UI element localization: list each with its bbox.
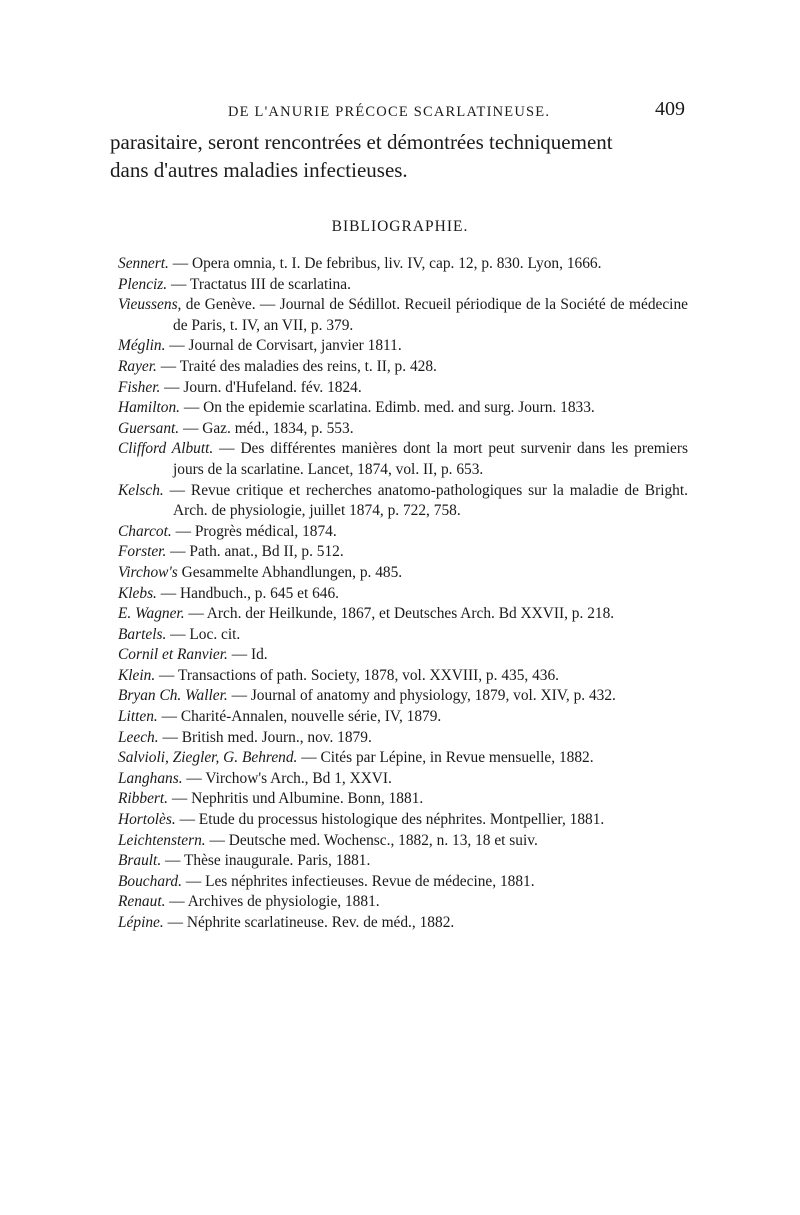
bibliography-entry: [118, 872, 688, 893]
entry-text: Gesammelte Abhandlungen, p. 485.: [177, 563, 403, 581]
entry-text: — Transactions of path. Society, 1878, vol. XXVIII, p. 435, 436.: [155, 666, 560, 684]
entry-author: Leichtenstern.: [118, 831, 206, 849]
bibliography-entry: [118, 748, 688, 769]
entry-text: — Handbuch., p. 645 et 646.: [156, 584, 340, 602]
entry-text: de Genève. — Journal de Sédillot. Recueil périodique de la Société de médecine de Paris, t. IV, an VII, p. 379.: [173, 296, 688, 334]
page-header: [110, 98, 685, 126]
entry-author: Bartels.: [118, 625, 167, 643]
bibliography-entry: [118, 851, 688, 872]
bibliography-entry: [118, 604, 688, 625]
entry-text: — Opera omnia, t. I. De febribus, liv. IV, cap. 12, p. 830. Lyon, 1666.: [168, 255, 602, 272]
intro-line: dans d'autres maladies infectieuses.: [110, 158, 408, 182]
entry-author: Klebs.: [118, 584, 157, 602]
entry-text: — Path. anat., Bd II, p. 512.: [166, 543, 344, 561]
entry-author: Leech.: [118, 728, 159, 746]
entry-text: — Des différentes manières dont la mort peut survenir dans les premiers jours de la scarlatine. Lancet, 1874, vol. II, p. 653.: [173, 440, 688, 478]
entry-author: Bryan Ch. Waller.: [118, 687, 228, 705]
entry-text: — Virchow's Arch., Bd 1, XXVI.: [182, 769, 392, 787]
entry-text: — Revue critique et recherches anatomo-pathologiques sur la maladie de Bright. Arch. de physiologie, juillet 1874, p. 722, 758.: [163, 481, 688, 520]
bibliography-entry: [118, 686, 688, 707]
bibliography-entry: [118, 419, 688, 440]
entry-text: — Cités par Lépine, in Revue mensuelle, 1882.: [297, 749, 594, 767]
bibliography-entry: [118, 357, 688, 378]
entry-text: — Néphrite scarlatineuse. Rev. de méd., 1882.: [163, 914, 455, 931]
entry-text: — Arch. der Heilkunde, 1867, et Deutsches Arch. Bd XXVII, p. 218.: [184, 605, 615, 623]
bibliography-entry: [118, 563, 688, 584]
entry-author: Méglin.: [118, 337, 166, 355]
bibliography-entry: [118, 522, 688, 543]
bibliography-entry: [118, 789, 688, 810]
entry-author: Brault.: [118, 852, 162, 870]
bibliography-entry: [118, 913, 688, 934]
entry-author: Guersant.: [118, 419, 180, 437]
entry-author: Lépine.: [118, 914, 164, 931]
entry-text: — Deutsche med. Wochensc., 1882, n. 13, 18 et suiv.: [205, 831, 538, 849]
entry-author: Langhans.: [118, 769, 183, 787]
bibliography-entry: [118, 378, 688, 399]
entry-author: Plenciz.: [118, 275, 168, 293]
entry-text: — Nephritis und Albumine. Bonn, 1881.: [168, 790, 424, 808]
entry-text: — Journal de Corvisart, janvier 1811.: [165, 337, 402, 355]
entry-author: Hortolès.: [118, 811, 176, 829]
entry-text: — Etude du processus histologique des néphrites. Montpellier, 1881.: [175, 811, 605, 829]
entry-text: — Id.: [227, 646, 268, 664]
bibliography-entry: [118, 666, 688, 687]
bibliography-entry: [118, 439, 688, 480]
entry-text: — Loc. cit.: [166, 625, 241, 643]
bibliography-entry: [118, 398, 688, 419]
bibliography-entry: [118, 625, 688, 646]
entry-author: Clifford Albutt.: [118, 440, 214, 458]
running-title: DE L'ANURIE PRÉCOCE SCARLATINEUSE.: [228, 104, 551, 120]
entry-author: Hamilton.: [118, 399, 180, 417]
entry-text: — Archives de physiologie, 1881.: [165, 893, 380, 911]
entry-author: Cornil et Ranvier.: [118, 646, 228, 664]
intro-paragraph: [110, 128, 685, 184]
entry-author: Charcot.: [118, 522, 172, 540]
bibliography-entry: [118, 275, 688, 296]
entry-text: — Journal of anatomy and physiology, 1879, vol. XIV, p. 432.: [227, 687, 616, 705]
entry-text: — On the epidemie scarlatina. Edimb. med. and surg. Journ. 1833.: [180, 399, 595, 417]
entry-author: Fisher.: [118, 378, 161, 396]
entry-author: Forster.: [118, 543, 167, 561]
entry-author: Salvioli, Ziegler, G. Behrend.: [118, 749, 298, 767]
bibliography-entry: [118, 295, 688, 336]
bibliography-entry: [118, 707, 688, 728]
bibliography-entry: [118, 892, 688, 913]
entry-author: E. Wagner.: [118, 605, 185, 623]
entry-author: Bouchard.: [118, 872, 182, 890]
entry-author: Rayer.: [118, 357, 157, 375]
entry-author: Ribbert.: [118, 790, 169, 808]
entry-text: — Tractatus III de scarlatina.: [167, 275, 351, 293]
bibliography-entry: [118, 728, 688, 749]
entry-author: Litten.: [118, 708, 158, 726]
bibliography-entry: [118, 542, 688, 563]
bibliography-entry: [118, 481, 688, 522]
entry-author: Kelsch.: [118, 481, 164, 499]
entry-text: — Traité des maladies des reins, t. II, p. 428.: [156, 357, 437, 375]
entry-text: — Thèse inaugurale. Paris, 1881.: [161, 852, 371, 870]
bibliography-entry: [118, 769, 688, 790]
entry-author: Virchow's: [118, 563, 178, 581]
entry-text: — British med. Journ., nov. 1879.: [158, 728, 372, 746]
bibliography-entry: [118, 254, 688, 275]
entry-author: Klein.: [118, 666, 156, 684]
entry-author: Renaut.: [118, 893, 166, 911]
entry-author: Vieussens,: [118, 296, 182, 314]
intro-line: parasitaire, seront rencontrées et démontrées techniquement: [110, 130, 613, 154]
bibliography-entry: [118, 810, 688, 831]
entry-text: — Journ. d'Hufeland. fév. 1824.: [160, 378, 362, 396]
entry-author: Sennert.: [118, 255, 169, 272]
bibliography-list: [118, 254, 688, 934]
entry-text: — Gaz. méd., 1834, p. 553.: [179, 419, 354, 437]
bibliography-entry: [118, 831, 688, 852]
bibliography-entry: [118, 584, 688, 605]
entry-text: — Progrès médical, 1874.: [171, 522, 337, 540]
entry-text: — Charité-Annalen, nouvelle série, IV, 1879.: [157, 708, 442, 726]
page-number: 409: [655, 98, 685, 120]
entry-text: — Les néphrites infectieuses. Revue de médecine, 1881.: [181, 872, 535, 890]
bibliography-entry: [118, 336, 688, 357]
bibliography-entry: [118, 645, 688, 666]
bibliography-heading: BIBLIOGRAPHIE.: [331, 218, 469, 235]
